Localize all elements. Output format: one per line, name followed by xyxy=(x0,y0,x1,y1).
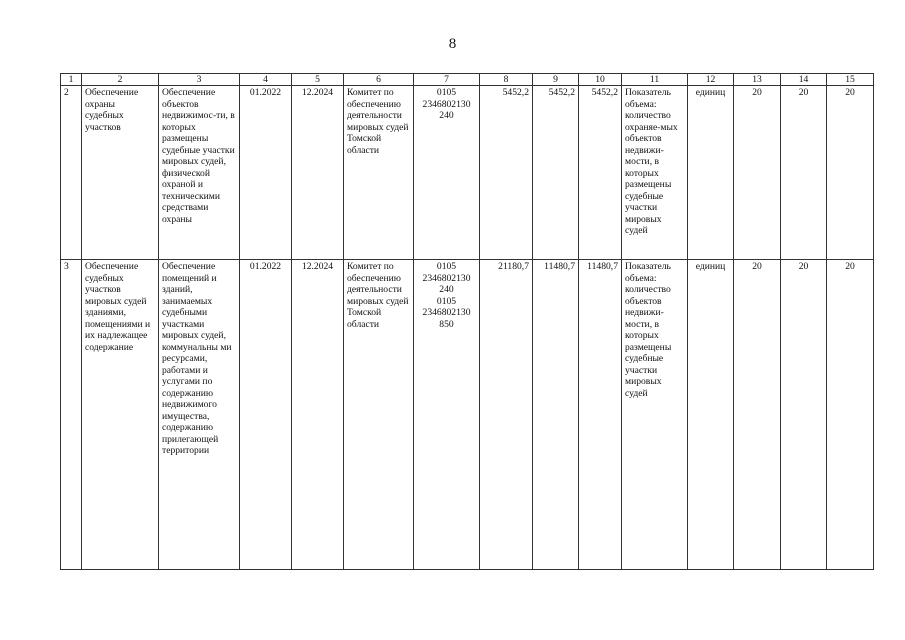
indicator-cell: Показатель объема: количество охраняе-мых объектов недвижи-мости, в которых размещены судебные участки мировых судей xyxy=(622,86,688,260)
column-header: 6 xyxy=(344,74,414,86)
amount-cell: 5452,2 xyxy=(533,86,579,260)
value-cell: 20 xyxy=(734,86,781,260)
value-cell: 20 xyxy=(781,260,827,570)
table-row xyxy=(61,86,874,260)
amount-total-cell: 21180,7 xyxy=(480,260,533,570)
row-number: 3 xyxy=(61,260,82,570)
unit-cell: единиц xyxy=(688,86,734,260)
column-header: 9 xyxy=(533,74,579,86)
event-description-cell: Обеспечение объектов недвижимос-ти, в которых размещены судебные участки мировых судей, физической охраной и техническими средствами охраны xyxy=(159,86,240,260)
amount-cell: 11480,7 xyxy=(533,260,579,570)
budget-code-cell: 0105 2346802130 240 0105 2346802130 850 xyxy=(414,260,480,570)
value-cell: 20 xyxy=(827,86,874,260)
column-header: 4 xyxy=(240,74,292,86)
data-table xyxy=(60,73,874,570)
unit-cell: единиц xyxy=(688,260,734,570)
executor-cell: Комитет по обеспечению деятельности мировых судей Томской области xyxy=(344,86,414,260)
event-name-cell: Обеспечение охраны судебных участков xyxy=(82,86,159,260)
column-header: 3 xyxy=(159,74,240,86)
indicator-cell: Показатель объема: количество объектов недвижи-мости, в которых размещены судебные участки мировых судей xyxy=(622,260,688,570)
event-description-cell: Обеспечение помещений и зданий, занимаемых судебными участками мировых судей, коммунальны ми ресурсами, работами и услугами по содержанию недвижимого имущества, содержанию прилегающей территории xyxy=(159,260,240,570)
event-name-cell: Обеспечение судебных участков мировых судей зданиями, помещениями и их надлежащее содержание xyxy=(82,260,159,570)
amount-cell: 11480,7 xyxy=(579,260,622,570)
executor-cell: Комитет по обеспечению деятельности мировых судей Томской области xyxy=(344,260,414,570)
table-header-row xyxy=(61,74,874,86)
start-date-cell: 01.2022 xyxy=(240,86,292,260)
start-date-cell: 01.2022 xyxy=(240,260,292,570)
value-cell: 20 xyxy=(781,86,827,260)
amount-cell: 5452,2 xyxy=(579,86,622,260)
column-header: 12 xyxy=(688,74,734,86)
column-header: 5 xyxy=(292,74,344,86)
amount-total-cell: 5452,2 xyxy=(480,86,533,260)
value-cell: 20 xyxy=(734,260,781,570)
column-header: 11 xyxy=(622,74,688,86)
column-header: 14 xyxy=(781,74,827,86)
column-header: 13 xyxy=(734,74,781,86)
value-cell: 20 xyxy=(827,260,874,570)
column-header: 7 xyxy=(414,74,480,86)
column-header: 15 xyxy=(827,74,874,86)
budget-code-cell: 0105 2346802130 240 xyxy=(414,86,480,260)
page-number: 8 xyxy=(448,36,457,52)
end-date-cell: 12.2024 xyxy=(292,86,344,260)
table-row xyxy=(61,260,874,570)
end-date-cell: 12.2024 xyxy=(292,260,344,570)
column-header: 2 xyxy=(82,74,159,86)
row-number: 2 xyxy=(61,86,82,260)
column-header: 10 xyxy=(579,74,622,86)
column-header: 1 xyxy=(61,74,82,86)
column-header: 8 xyxy=(480,74,533,86)
